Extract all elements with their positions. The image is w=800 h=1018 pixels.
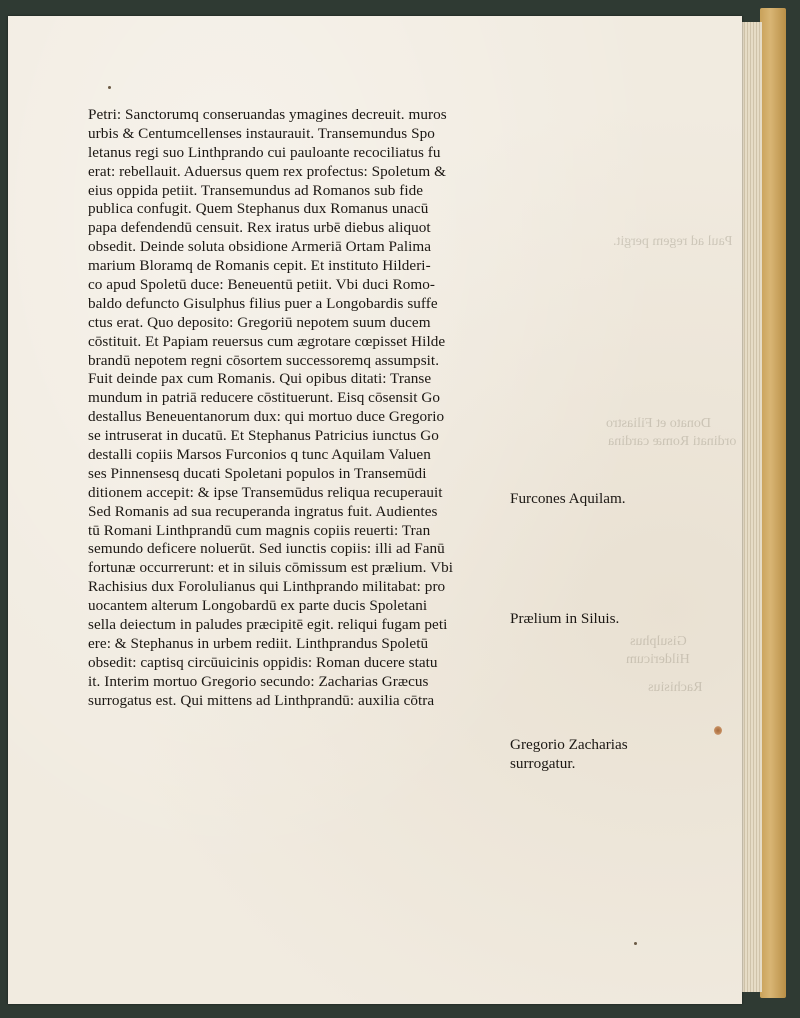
text-line: Petri: Sanctorumq conseruandas ymagines decreuit. muros (88, 106, 447, 123)
text-line: eius oppida petiit. Transemundus ad Romanos sub fide (88, 181, 424, 199)
text-line: mundum in patriā reducere cōstituerunt. Eisq cōsensit Go (88, 389, 441, 407)
text-line: Rachisius dux Forolulianus qui Linthprando militabat: pro (88, 578, 446, 596)
text-line: uocantem alterum Longobardū ex parte ducis Spoletani (88, 597, 428, 615)
text-line: marium Bloramq de Romanis cepit. Et instituto Hilderi- (88, 257, 431, 275)
text-line: sella deiectum in paludes præcipitē egit. reliqui fugam peti (88, 616, 448, 634)
text-line: semundo deficere noluerūt. Sed iunctis copiis: illi ad Fanū (88, 540, 445, 558)
text-line: se intruserat in ducatū. Et Stephanus Patricius iunctus Go (88, 427, 439, 445)
text-line: papa defendendū censuit. Rex iratus urbē diebus aliquot (88, 219, 431, 237)
show-through-text: Hildericum (626, 652, 690, 667)
margin-note-gregorio (510, 736, 628, 774)
text-line: it. Interim mortuo Gregorio secundo: Zacharias Græcus (88, 672, 429, 690)
margin-note-line: Furcones Aquilam. (510, 490, 626, 507)
book-page (8, 16, 742, 1004)
show-through-text: Paul ad regem pergit. (613, 234, 733, 249)
text-line: baldo defuncto Gisulphus filius puer a Longobardis suffe (88, 294, 438, 312)
margin-note-furcones (510, 490, 626, 509)
text-line: surrogatus est. Qui mittens ad Linthprandū: auxilia cōtra (88, 691, 435, 709)
text-line: ere: & Stephanus in urbem rediit. Linthprandus Spoletū (88, 634, 429, 652)
text-line: erat: rebellauit. Aduersus quem rex profectus: Spoletum & (88, 162, 446, 180)
show-through-text: Rachisius (648, 680, 703, 695)
text-line: brandū nepotem regni cōsortem successoremq assumpsit. (88, 351, 440, 369)
show-through-text: Donato et Filiastro (606, 416, 711, 431)
book-cover-edge (760, 8, 786, 998)
ink-speck (634, 942, 637, 945)
main-text-column (88, 106, 508, 711)
text-line: destalli copiis Marsos Furconios q tunc Aquilam Valuen (88, 446, 431, 464)
ink-speck (108, 86, 111, 89)
text-line: tū Romani Linthprandū cum magnis copiis reuerti: Tran (88, 521, 431, 539)
text-line: Fuit deinde pax cum Romanis. Qui opibus ditati: Transe (88, 370, 432, 388)
text-line: co apud Spoletū duce: Beneuentū petiit. Vbi duci Romo- (88, 276, 436, 294)
text-line: fortunæ occurrerunt: et in siluis cōmissum est prælium. Vbi (88, 559, 454, 577)
text-line: ditionem accepit: & ipse Transemūdus reliqua recuperauit (88, 483, 443, 501)
text-line: destallus Beneuentanorum dux: qui mortuo duce Gregorio (88, 408, 445, 426)
margin-note-line: Gregorio Zacharias (510, 736, 628, 753)
text-line: letanus regi suo Linthprando cui pauloante recociliatus fu (88, 143, 441, 161)
foxing-spot (714, 726, 722, 735)
text-line: urbis & Centumcellenses instaurauit. Transemundus Spo (88, 124, 435, 142)
text-line: cōstituit. Et Papiam reuersus cum ægrotare cœpisset Hilde (88, 332, 446, 350)
margin-note-line: Prælium in Siluis. (510, 610, 620, 627)
text-line: ctus erat. Quo deposito: Gregoriū nepotem suum ducem (88, 313, 431, 331)
text-line: ses Pinnensesq ducati Spoletani populos in Transemūdi (88, 464, 427, 482)
text-line: obsedit. Deinde soluta obsidione Armeriā Ortam Palima (88, 238, 432, 256)
margin-note-praelium (510, 610, 619, 629)
margin-note-line: surrogatur. (510, 754, 576, 772)
show-through-text: Gisulphus (630, 634, 687, 649)
text-line: publica confugit. Quem Stephanus dux Romanus unacū (88, 200, 429, 218)
text-line: Sed Romanis ad sua recuperanda ingratus fuit. Audientes (88, 502, 438, 520)
show-through-text: ordinati Romæ cardina (608, 434, 737, 449)
text-line: obsedit: captisq circūuicinis oppidis: Roman ducere statu (88, 653, 438, 671)
